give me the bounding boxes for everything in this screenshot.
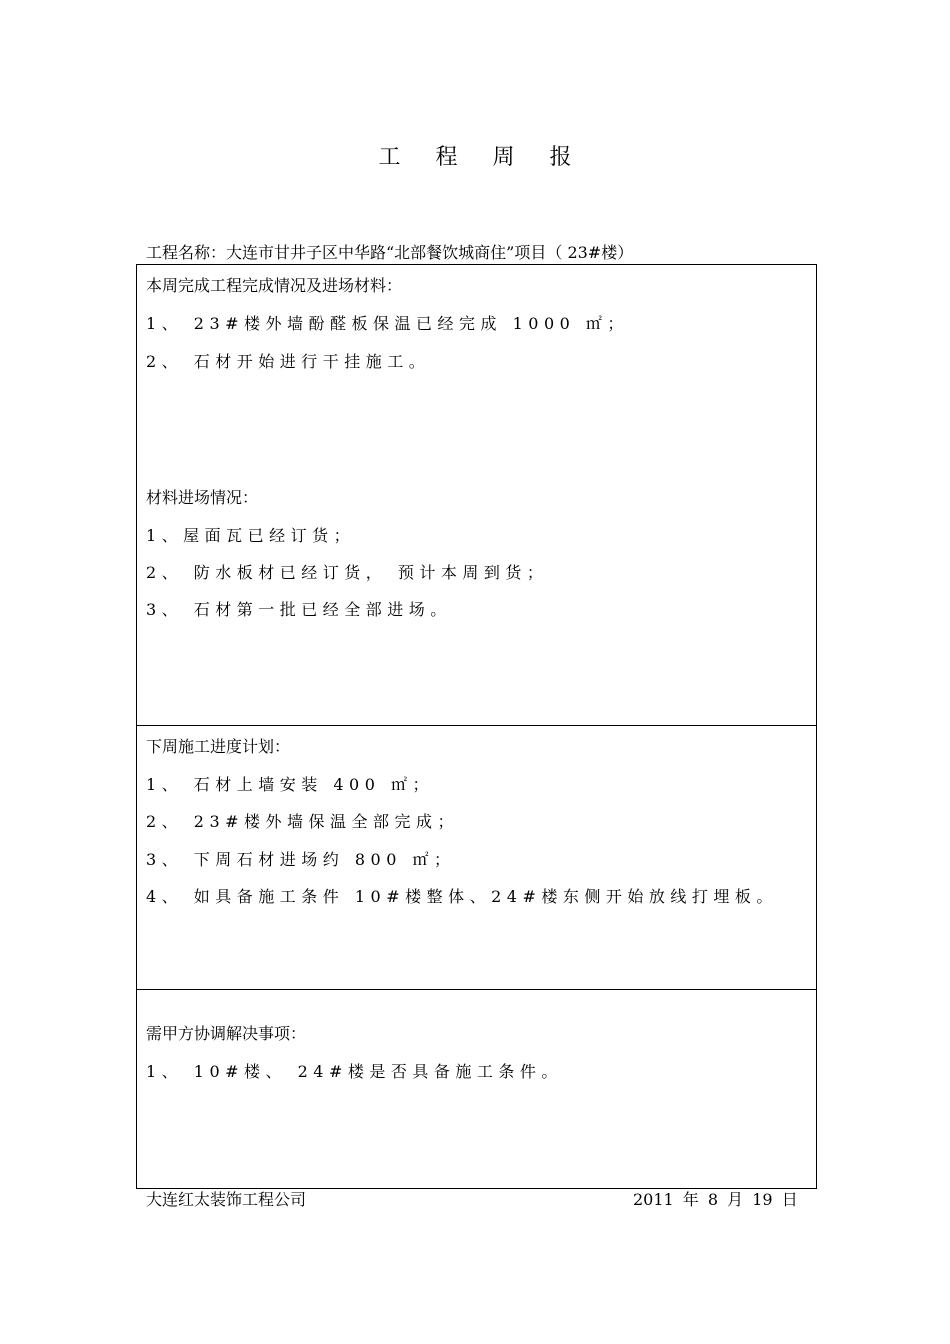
report-table <box>136 264 817 1189</box>
section-next-week-plan <box>137 726 816 990</box>
list-item: 2、 23#楼外墙保温全部完成； <box>146 812 460 831</box>
section-heading-completed: 本周完成工程完成情况及进场材料： <box>146 276 403 295</box>
list-item: 1、 10#楼、 24#楼是否具备施工条件。 <box>146 1062 563 1081</box>
section-heading-next-week: 下周施工进度计划： <box>146 737 291 756</box>
list-item: 4、 如具备施工条件 10#楼整体、24#楼东侧开始放线打埋板。 <box>146 887 778 906</box>
list-item: 1、 石材上墙安装 400 ㎡； <box>146 775 434 794</box>
list-item: 3、 下周石材进场约 800 ㎡； <box>146 850 456 869</box>
list-item: 1、屋面瓦已经订货； <box>146 526 356 545</box>
project-name: 工程名称：大连市甘井子区中华路“北部餐饮城商住”项目（ 23#楼） <box>146 243 634 262</box>
section-heading-coordination: 需甲方协调解决事项： <box>146 1024 307 1043</box>
list-item: 2、 防水板材已经订货， 预计本周到货； <box>146 563 549 582</box>
section-coordination <box>137 990 816 1190</box>
document-title: 工 程 周 报 <box>378 145 586 170</box>
report-date: 2011 年 8 月 19 日 <box>633 1190 798 1209</box>
section-completed-work <box>137 265 816 726</box>
list-item: 1、 23#楼外墙酚醛板保温已经完成 1000 ㎡； <box>146 314 629 333</box>
list-item: 2、 石材开始进行干挂施工。 <box>146 352 431 371</box>
list-item: 3、 石材第一批已经全部进场。 <box>146 600 452 619</box>
company-name: 大连红太装饰工程公司 <box>146 1190 307 1209</box>
section-heading-materials: 材料进场情况： <box>146 488 259 507</box>
